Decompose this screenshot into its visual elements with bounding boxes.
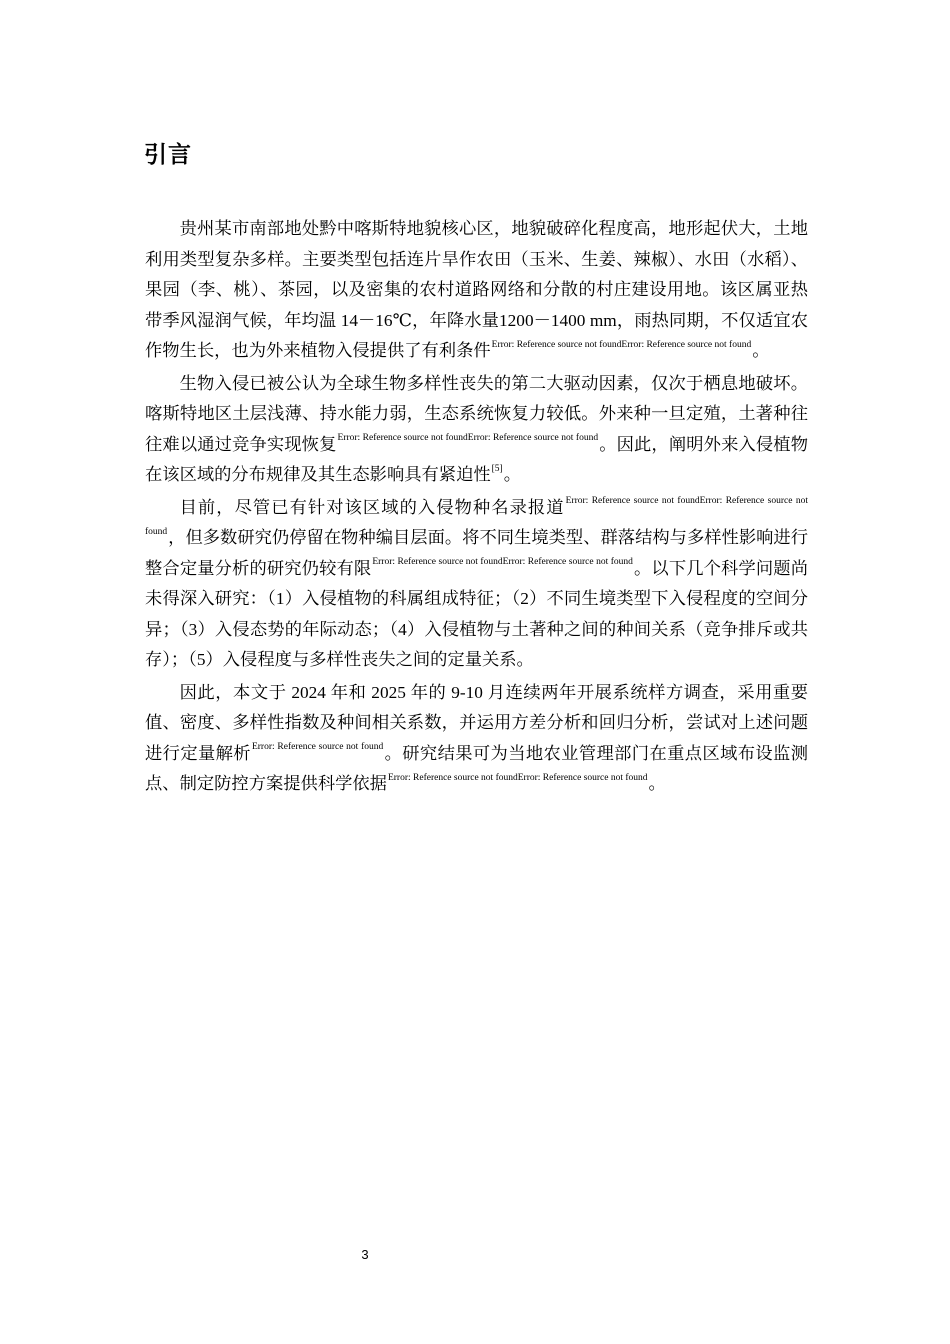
body-text — [145, 214, 808, 800]
citation-ref: Error: Reference source not foundError: Reference source not found — [387, 772, 648, 783]
page-number: 3 — [361, 1247, 369, 1262]
citation-ref: [5] — [491, 463, 503, 474]
citation-ref: Error: Reference source not foundError: Reference source not found — [372, 557, 633, 568]
paragraph-text: 贵州某市南部地处黔中喀斯特地貌核心区，地貌破碎化程度高，地形起伏大，土地利用类型复杂多样。主要类型包括连片旱作农田（玉米、生姜、辣椒）、水田（水稻）、果园（李、桃）、茶园，以及密集的农村道路网络和分散的村庄建设用地。该区属亚热带季风湿润气候，年均温 14－16℃，年降水量1200－1400 mm，雨热同期，不仅适宜农作物生长，也为外来植物入侵提供了有利条件 — [145, 219, 808, 360]
paragraph-text: 因此，本文于 2024 年和 2025 年的 9-10 月连续两年开展系统样方调查，采用重要值、密度、多样性指数及种间相关系数，并运用方差分析和回归分析，尝试对上述问题进行定量解析 — [145, 682, 808, 763]
paragraph-text: ，但多数研究仍停留在物种编目层面。将不同生境类型、群落结构与多样性影响进行整合定量分析的研究仍较有限 — [145, 528, 808, 578]
citation-ref: Error: Reference source not foundError: Reference source not found — [491, 339, 752, 350]
paragraph-text: 。研究结果可为当地农业管理部门在重点区域布设监测点、制定防控方案提供科学依据 — [145, 743, 808, 793]
paragraph — [145, 369, 808, 491]
paragraph-text: 。 — [752, 341, 770, 360]
section-heading: 引言 — [144, 142, 192, 168]
paragraph-text: 。因此，阐明外来入侵植物在该区域的分布规律及其生态影响具有紧迫性 — [145, 434, 808, 484]
paragraph — [145, 678, 808, 800]
paragraph-text: 。 — [648, 774, 666, 793]
citation-ref: Error: Reference source not foundError: Reference source not found — [145, 496, 808, 537]
paragraph-text: 。以下几个科学问题尚未得深入研究：（1）入侵植物的科属组成特征；（2）不同生境类型下入侵程度的空间分异；（3）入侵态势的年际动态；（4）入侵植物与土著种之间的种间关系（竞争排斥或共存）；（5）入侵程度与多样性丧失之间的定量关系。 — [145, 558, 808, 669]
paragraph-text: 生物入侵已被公认为全球生物多样性丧失的第二大驱动因素，仅次于栖息地破坏。喀斯特地区土层浅薄、持水能力弱，生态系统恢复力较低。外来种一旦定殖，土著种往往难以通过竞争实现恢复 — [145, 373, 808, 454]
paragraph-text: 目前，尽管已有针对该区域的入侵物种名录报道 — [179, 497, 565, 517]
citation-ref: Error: Reference source not found — [251, 742, 384, 753]
paragraph-text: 。 — [503, 465, 522, 484]
citation-ref: Error: Reference source not foundError: Reference source not found — [337, 433, 599, 444]
paragraph — [145, 493, 808, 676]
paragraph — [145, 214, 808, 367]
